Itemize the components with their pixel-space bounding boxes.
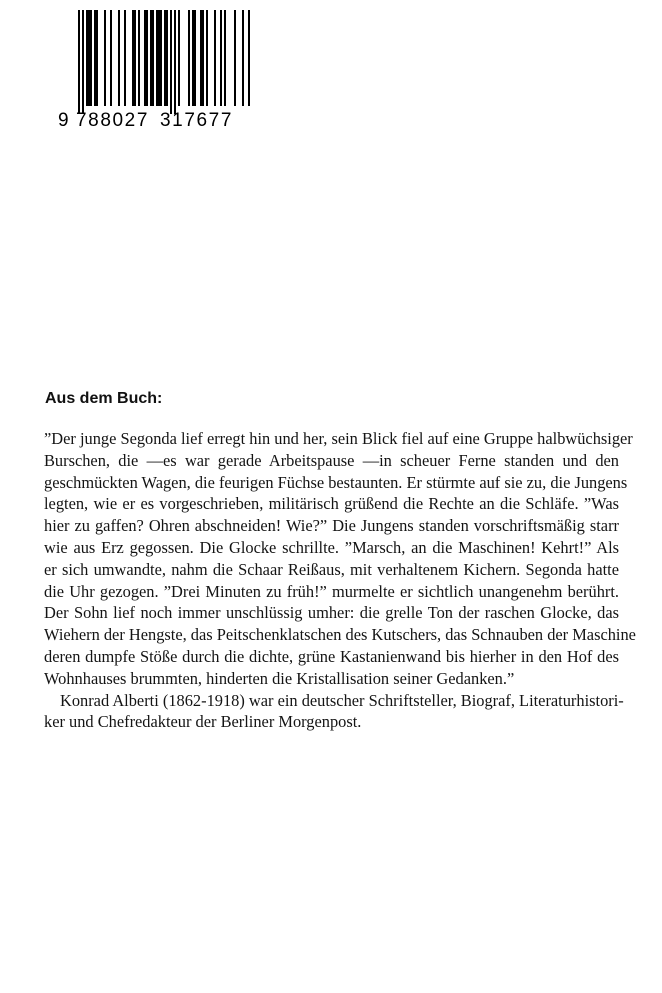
barcode-guard-bar — [78, 10, 80, 114]
bio-line: ker und Chefredakteur der Berliner Morgenpost. — [44, 712, 362, 732]
barcode-bar — [192, 10, 194, 106]
quote-line: wie aus Erz gegossen. Die Glocke schrillte. ”Marsch, an die Maschinen! Kehrt!” Als — [44, 537, 619, 557]
barcode-bar — [90, 10, 92, 106]
quote-paragraph — [44, 428, 636, 690]
barcode-right-digits: 317677 — [160, 110, 234, 131]
barcode-guard-bar — [174, 10, 176, 114]
barcode-bar — [234, 10, 236, 106]
barcode-bar — [110, 10, 112, 106]
barcode-bar — [88, 10, 90, 106]
barcode-bar — [214, 10, 216, 106]
barcode-bar — [160, 10, 162, 106]
barcode-bar — [96, 10, 98, 106]
quote-line: ”Der junge Segonda lief erregt hin und her, sein Blick fiel auf eine Gruppe halbwüchsiger — [44, 429, 633, 448]
barcode-bar — [202, 10, 204, 106]
barcode-bar — [124, 10, 126, 106]
barcode-bar — [164, 10, 166, 106]
barcode-bar — [118, 10, 120, 106]
bio-line: Konrad Alberti (1862-1918) war ein deutscher Schriftsteller, Biograf, Literaturhistori- — [60, 690, 624, 710]
quote-line: Der Sohn lief noch immer unschlüssig umher: die grelle Ton der raschen Glocke, das — [44, 603, 619, 623]
quote-line: er sich umwandte, nahm die Schaar Reißaus, mit verhaltenem Kichern. Segonda hatte — [44, 559, 619, 579]
barcode-lead-digit: 9 — [58, 110, 70, 131]
barcode-bar — [194, 10, 196, 106]
quote-line: Wohnhauses brummten, hinderten die Kristallisation seiner Gedanken.” — [44, 668, 515, 688]
barcode-bar — [200, 10, 202, 106]
barcode-bar — [248, 10, 250, 106]
isbn-barcode — [58, 10, 256, 131]
barcode-bar — [104, 10, 106, 106]
barcode-bar — [86, 10, 88, 106]
barcode-left-digits: 788027 — [76, 110, 150, 131]
quote-line: Wiehern der Hengste, das Peitschenklatschen des Kutschers, das Schnauben der Maschine — [44, 625, 636, 645]
barcode-bar — [156, 10, 158, 106]
quote-line: deren dumpfe Stöße durch die dichte, grüne Kastanienwand bis hierher in den Hof des — [44, 646, 619, 666]
barcode-bar — [178, 10, 180, 106]
author-bio-paragraph — [44, 690, 624, 734]
quote-line: legten, wie er es vorgeschrieben, militärisch grüßend die Rechte an die Schläfe. ”Was — [44, 494, 619, 514]
barcode-bar — [146, 10, 148, 106]
quote-line: die Uhr gezogen. ”Drei Minuten zu früh!” murmelte er sichtlich unangenehm berührt. — [44, 581, 619, 601]
barcode-number — [58, 111, 256, 130]
barcode-bar — [166, 10, 168, 106]
barcode-bar — [132, 10, 134, 106]
barcode-bar — [158, 10, 160, 106]
barcode-guard-bar — [82, 10, 84, 114]
barcode-bar — [94, 10, 96, 106]
barcode-bar — [220, 10, 222, 106]
barcode-bar — [188, 10, 190, 106]
barcode-guard-bar — [170, 10, 172, 114]
barcode-bar — [144, 10, 146, 106]
quote-line: Burschen, die —es war gerade Arbeitspause —in scheuer Ferne standen und den — [44, 450, 619, 470]
quote-line: geschmückten Wagen, die feurigen Füchse bestaunten. Er stürmte auf sie zu, die Jungens — [44, 472, 628, 492]
blurb-text — [44, 428, 636, 733]
barcode-bar — [206, 10, 208, 106]
barcode-bar — [138, 10, 140, 106]
barcode-bar — [150, 10, 152, 106]
quote-line: hier zu gaffen? Ohren abschneiden! Wie?” Die Jungens standen vorschriftsmäßig starr — [44, 516, 619, 536]
barcode-bar — [152, 10, 154, 106]
barcode-bar — [224, 10, 226, 106]
barcode-bar — [134, 10, 136, 106]
barcode-bar — [242, 10, 244, 106]
section-heading: Aus dem Buch: — [45, 390, 163, 407]
